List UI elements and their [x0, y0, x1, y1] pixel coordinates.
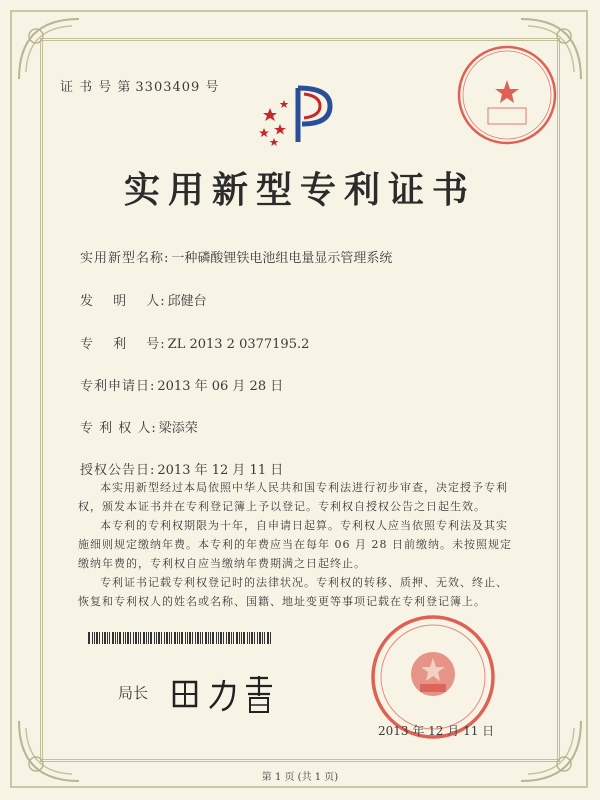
utility-model-name-label: 实用新型名称:	[80, 251, 170, 266]
grant-date-label: 授权公告日:	[80, 463, 156, 478]
certificate-number	[60, 76, 219, 95]
certificate-number-label: 证 书 号 第	[60, 80, 132, 95]
certificate-number-value: 3303409	[135, 80, 201, 95]
inventor-row	[80, 290, 207, 309]
corner-ornament-top-left	[14, 14, 84, 84]
filing-date-row	[80, 375, 283, 394]
inventor-label: 发 明 人:	[80, 294, 166, 309]
patent-number-label: 专 利 号:	[80, 337, 166, 352]
barcode	[88, 632, 274, 644]
director-label: 局长	[118, 684, 149, 702]
filing-date-label: 专利申请日:	[80, 379, 156, 394]
page-number: 第 1 页 (共 1 页)	[261, 772, 339, 783]
certificate-title: 实用新型专利证书	[123, 169, 476, 211]
body-paragraph: 本专利的专利权期限为十年，自申请日起算。专利权人应当依照专利法及其实施细则规定缴纳年费。本专利的年费应当在每年 06 月 28 日前缴纳。未按照规定缴纳年费的，专利权自应当缴纳年费期满之日起终止。	[78, 519, 512, 570]
patent-number-row	[80, 333, 309, 352]
body-paragraph: 专利证书记载专利权登记时的法律状况。专利权的转移、质押、无效、终止、恢复和专利权人的姓名或名称、国籍、地址变更等事项记载在专利登记簿上。	[78, 576, 508, 608]
body-paragraph: 本实用新型经过本局依照中华人民共和国专利法进行初步审查，决定授予专利权，颁发本证书并在专利登记簿上予以登记。专利权自授权公告之日起生效。	[78, 481, 508, 513]
utility-model-name-value: 一种磷酸锂铁电池组电量显示管理系统	[171, 251, 393, 266]
director-signature	[168, 668, 298, 718]
agency-stamp	[452, 40, 562, 150]
utility-model-name-row	[80, 247, 392, 266]
grant-date-row	[80, 459, 283, 478]
patentee-value: 梁添荣	[158, 421, 198, 436]
inventor-value: 邱健台	[167, 294, 207, 309]
patentee-row	[80, 417, 198, 436]
patent-number-value: ZL 2013 2 0377195.2	[167, 337, 310, 352]
seal-date: 2013 年 12 月 11 日	[378, 724, 495, 738]
filing-date-value: 2013 年 06 月 28 日	[157, 379, 284, 394]
sipo-logo-icon	[258, 80, 338, 152]
certificate-number-suffix: 号	[205, 80, 220, 95]
patentee-label: 专 利 权 人:	[80, 421, 157, 436]
certificate-body	[78, 478, 518, 611]
grant-date-value: 2013 年 12 月 11 日	[157, 463, 284, 478]
